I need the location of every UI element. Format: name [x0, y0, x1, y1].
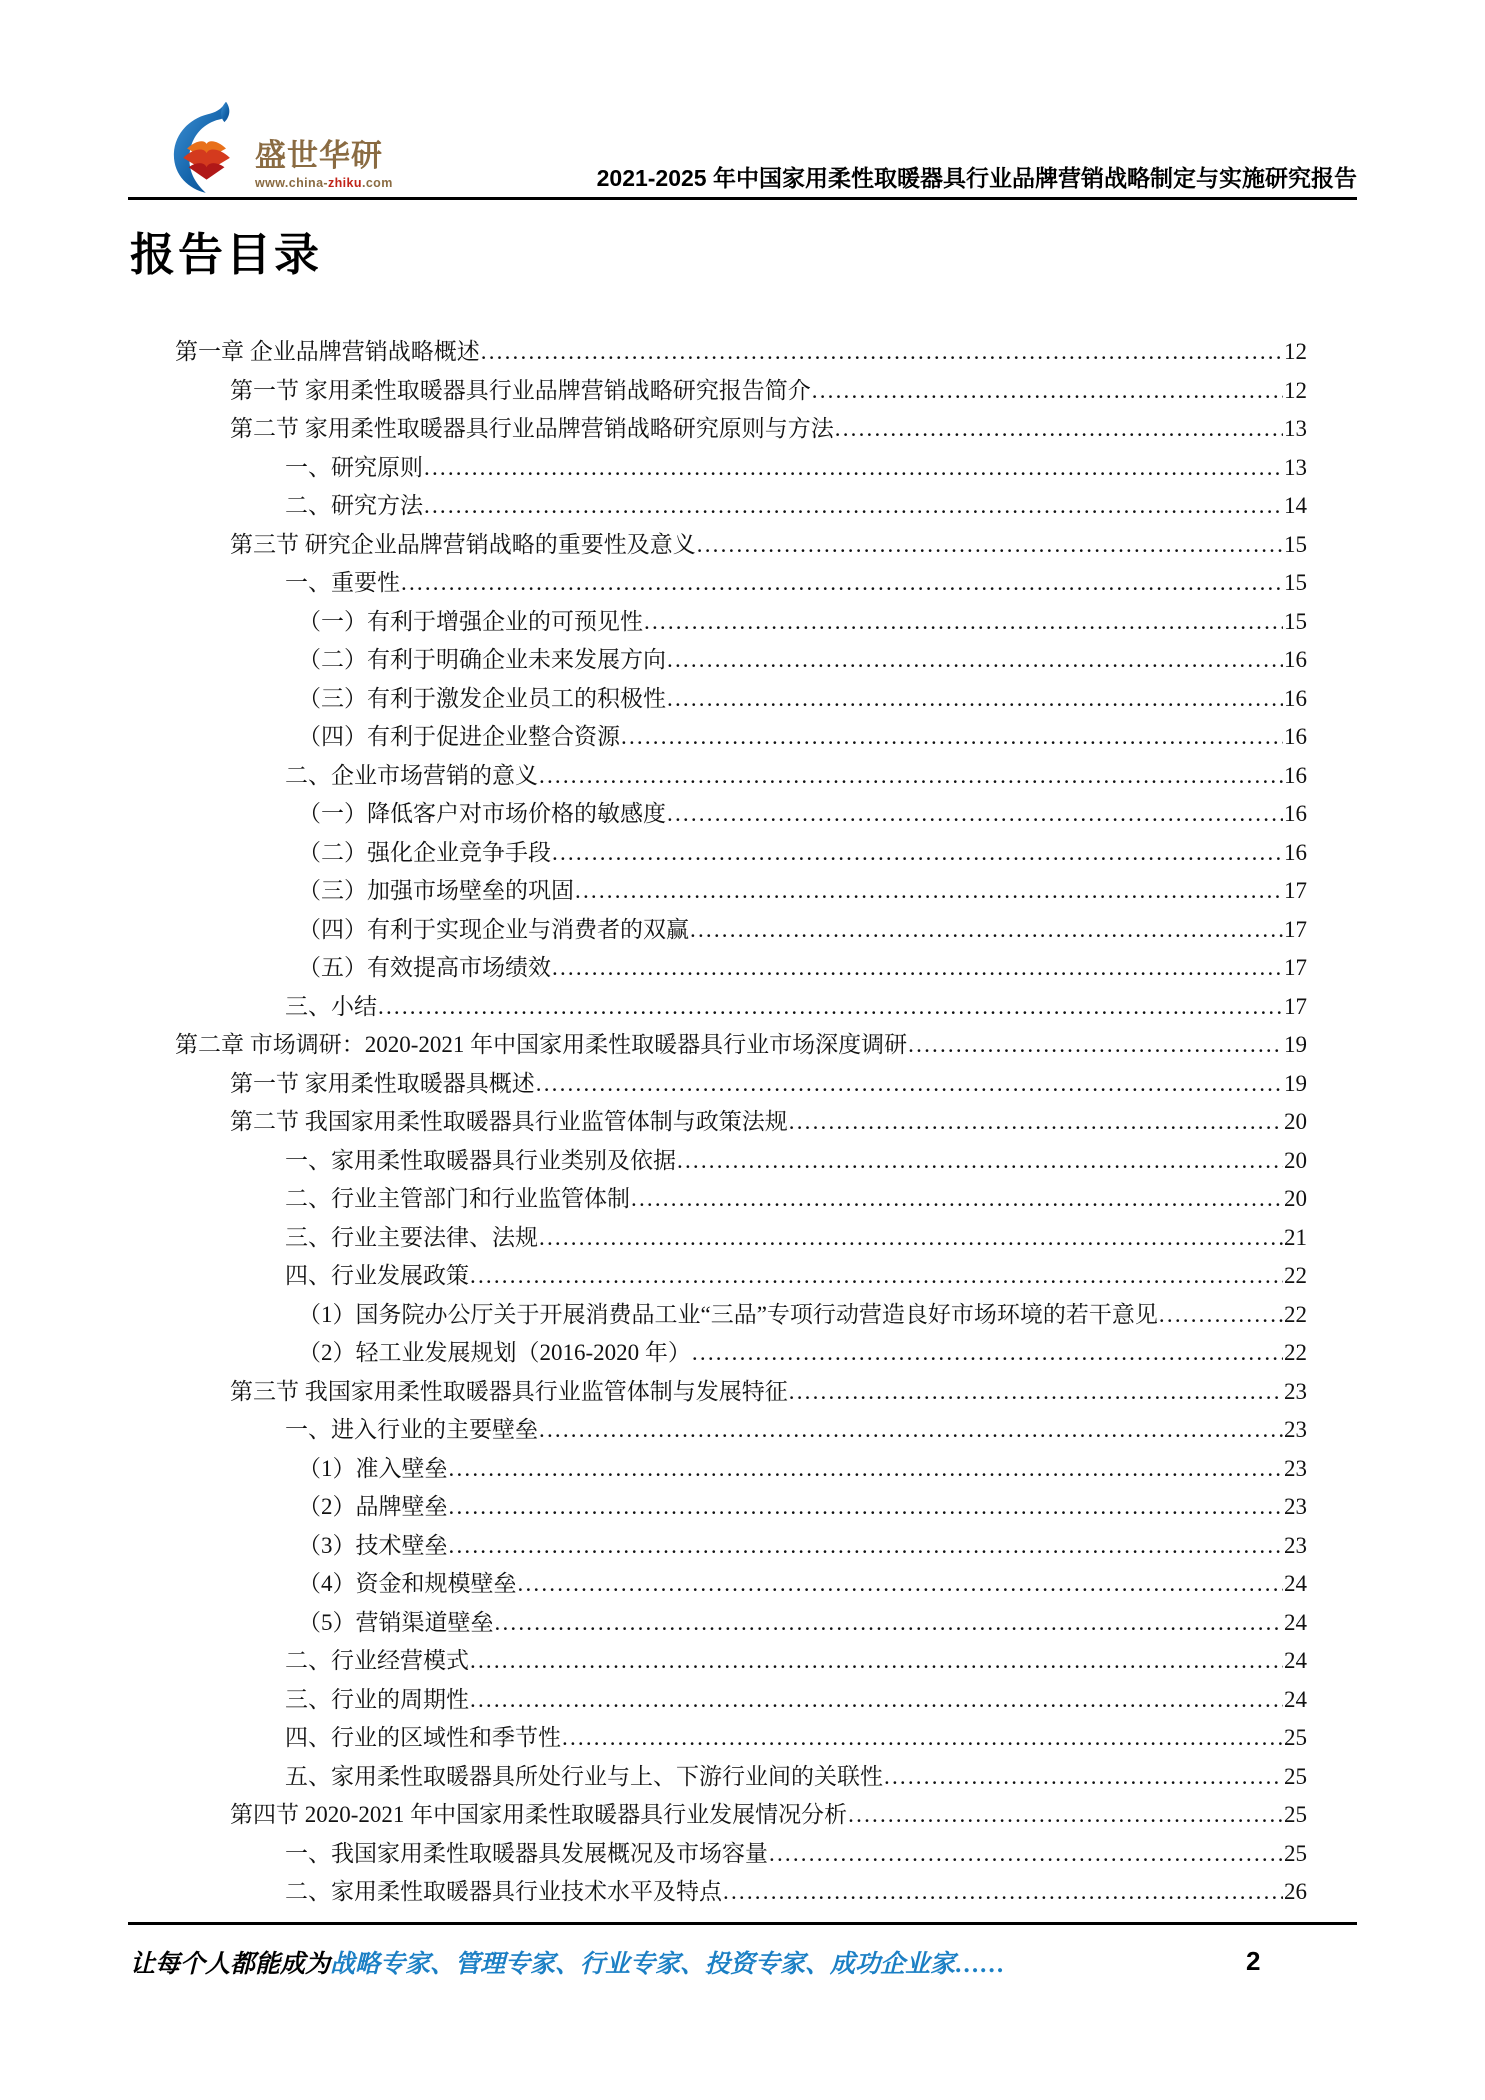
- toc-entry-label: （2）轻工业发展规划（2016-2020 年）: [298, 1340, 691, 1365]
- toc-entry-page-number: 22: [1284, 1340, 1307, 1365]
- toc-entry-label: （三）有利于激发企业员工的积极性: [298, 685, 666, 711]
- toc-entry[interactable]: [128, 1334, 1307, 1373]
- dot-leader: [667, 795, 1283, 834]
- dot-leader: [470, 1257, 1283, 1296]
- toc-entry[interactable]: [128, 1642, 1307, 1681]
- toc-entry[interactable]: [128, 564, 1307, 603]
- toc-entry-page-number: 23: [1284, 1455, 1307, 1481]
- toc-entry[interactable]: [128, 410, 1307, 449]
- toc-entry[interactable]: [128, 1719, 1307, 1758]
- toc-entry-page-number: 19: [1284, 1070, 1307, 1096]
- toc-entry-label: 一、我国家用柔性取暖器具发展概况及市场容量: [285, 1840, 768, 1866]
- toc-entry-label: 三、行业主要法律、法规: [285, 1224, 538, 1250]
- toc-entry-label: （四）有利于促进企业整合资源: [298, 724, 620, 749]
- book-swoosh-icon: [170, 100, 240, 194]
- brand-name: 盛世华研: [255, 138, 383, 174]
- dot-leader: [697, 526, 1283, 565]
- toc-entry-label: （2）品牌壁垒: [298, 1494, 448, 1519]
- dot-leader: [667, 641, 1283, 680]
- dot-leader: [552, 834, 1283, 873]
- toc-entry-label: 二、家用柔性取暖器具行业技术水平及特点: [285, 1879, 722, 1904]
- toc-list: [128, 333, 1307, 1912]
- toc-entry[interactable]: [128, 641, 1307, 680]
- toc-entry-page-number: 16: [1284, 839, 1307, 865]
- dot-leader: [470, 1642, 1283, 1681]
- toc-entry[interactable]: [128, 949, 1307, 988]
- toc-entry[interactable]: [128, 872, 1307, 911]
- dot-leader: [495, 1604, 1284, 1643]
- toc-entry[interactable]: [128, 1219, 1307, 1258]
- toc-entry[interactable]: [128, 1873, 1307, 1912]
- toc-entry-page-number: 17: [1284, 993, 1307, 1019]
- dot-leader: [470, 1681, 1283, 1720]
- toc-entry-label: 四、行业的区域性和季节性: [285, 1725, 561, 1750]
- toc-entry-label: 一、家用柔性取暖器具行业类别及依据: [285, 1147, 676, 1173]
- dot-leader: [621, 718, 1283, 757]
- toc-entry-page-number: 17: [1284, 916, 1307, 942]
- toc-entry[interactable]: [128, 1180, 1307, 1219]
- toc-entry-page-number: 24: [1284, 1571, 1307, 1596]
- toc-entry-page-number: 23: [1284, 1494, 1307, 1519]
- toc-entry-label: （1）国务院办公厅关于开展消费品工业“三品”专项行动营造良好市场环境的若干意见: [298, 1301, 1158, 1327]
- toc-entry-label: 一、重要性: [285, 570, 400, 595]
- toc-entry[interactable]: [128, 1604, 1307, 1643]
- toc-entry-page-number: 23: [1284, 1378, 1307, 1404]
- toc-entry-label: （三）加强市场壁垒的巩固: [298, 878, 574, 903]
- toc-entry-label: 第一节 家用柔性取暖器具行业品牌营销战略研究报告简介: [230, 377, 811, 403]
- toc-entry[interactable]: [128, 1565, 1307, 1604]
- toc-entry[interactable]: [128, 1103, 1307, 1142]
- toc-entry-page-number: 16: [1284, 685, 1307, 711]
- dot-leader: [401, 564, 1283, 603]
- toc-entry[interactable]: [128, 1411, 1307, 1450]
- dot-leader: [835, 410, 1283, 449]
- dot-leader: [644, 603, 1283, 642]
- dot-leader: [575, 872, 1283, 911]
- toc-entry[interactable]: [128, 795, 1307, 834]
- toc-entry-page-number: 24: [1284, 1609, 1307, 1635]
- toc-entry-label: 第二章 市场调研：2020-2021 年中国家用柔性取暖器具行业市场深度调研: [175, 1032, 908, 1057]
- toc-entry[interactable]: [128, 834, 1307, 873]
- toc-entry-page-number: 16: [1284, 801, 1307, 826]
- dot-leader: [812, 372, 1283, 411]
- toc-entry[interactable]: [128, 526, 1307, 565]
- toc-entry-label: 一、进入行业的主要壁垒: [285, 1417, 538, 1442]
- toc-entry-page-number: 15: [1284, 608, 1307, 634]
- toc-entry-label: （二）强化企业竞争手段: [298, 839, 551, 865]
- toc-entry-page-number: 22: [1284, 1263, 1307, 1288]
- toc-entry-page-number: 16: [1284, 647, 1307, 672]
- dot-leader: [690, 911, 1283, 950]
- dot-leader: [552, 949, 1283, 988]
- toc-entry-label: （四）有利于实现企业与消费者的双赢: [298, 916, 689, 942]
- toc-entry[interactable]: [128, 757, 1307, 796]
- toc-entry[interactable]: [128, 1257, 1307, 1296]
- toc-entry-label: 三、行业的周期性: [285, 1686, 469, 1712]
- dot-leader: [481, 333, 1283, 372]
- toc-entry[interactable]: [128, 680, 1307, 719]
- toc-entry-label: （4）资金和规模壁垒: [298, 1571, 517, 1596]
- toc-entry[interactable]: [128, 1142, 1307, 1181]
- toc-entry[interactable]: [128, 1527, 1307, 1566]
- toc-entry-label: （5）营销渠道壁垒: [298, 1609, 494, 1635]
- dot-leader: [789, 1373, 1283, 1412]
- toc-entry-page-number: 17: [1284, 878, 1307, 903]
- toc-entry-label: 第一章 企业品牌营销战略概述: [175, 339, 480, 364]
- toc-entry[interactable]: [128, 1681, 1307, 1720]
- toc-entry-label: 第一节 家用柔性取暖器具概述: [230, 1070, 535, 1096]
- toc-entry[interactable]: [128, 988, 1307, 1027]
- footer-slogan: 让每个人都能成为战略专家、管理专家、行业专家、投资专家、成功企业家……: [130, 1951, 1006, 1978]
- toc-entry-page-number: 22: [1284, 1301, 1307, 1327]
- toc-entry[interactable]: [128, 1296, 1307, 1335]
- dot-leader: [562, 1719, 1283, 1758]
- toc-entry[interactable]: [128, 1758, 1307, 1797]
- toc-entry-page-number: 24: [1284, 1648, 1307, 1673]
- toc-entry-page-number: 12: [1284, 339, 1307, 364]
- toc-entry[interactable]: [128, 718, 1307, 757]
- toc-entry[interactable]: [128, 603, 1307, 642]
- dot-leader: [789, 1103, 1283, 1142]
- toc-entry-page-number: 15: [1284, 570, 1307, 595]
- dot-leader: [449, 1527, 1284, 1566]
- toc-entry-label: 二、研究方法: [285, 493, 423, 518]
- toc-entry-page-number: 25: [1284, 1725, 1307, 1750]
- dot-leader: [723, 1873, 1283, 1912]
- toc-entry-label: （二）有利于明确企业未来发展方向: [298, 647, 666, 672]
- toc-entry-label: （一）有利于增强企业的可预见性: [298, 608, 643, 634]
- toc-entry-page-number: 15: [1284, 531, 1307, 557]
- toc-entry-label: （3）技术壁垒: [298, 1532, 448, 1558]
- toc-entry-page-number: 21: [1284, 1224, 1307, 1250]
- toc-entry[interactable]: [128, 1488, 1307, 1527]
- dot-leader: [848, 1796, 1283, 1835]
- dot-leader: [449, 1488, 1284, 1527]
- toc-entry[interactable]: [128, 372, 1307, 411]
- dot-leader: [631, 1180, 1283, 1219]
- dot-leader: [536, 1065, 1283, 1104]
- dot-leader: [424, 449, 1283, 488]
- toc-entry-label: （五）有效提高市场绩效: [298, 955, 551, 980]
- toc-entry-page-number: 23: [1284, 1532, 1307, 1558]
- dot-leader: [884, 1758, 1283, 1797]
- dot-leader: [539, 757, 1283, 796]
- toc-entry-page-number: 13: [1284, 454, 1307, 480]
- toc-entry-label: 第三节 我国家用柔性取暖器具行业监管体制与发展特征: [230, 1378, 788, 1404]
- toc-entry-label: 四、行业发展政策: [285, 1263, 469, 1288]
- toc-entry-label: 二、行业主管部门和行业监管体制: [285, 1186, 630, 1211]
- toc-entry-label: 三、小结: [285, 993, 377, 1019]
- toc-entry-page-number: 23: [1284, 1417, 1307, 1442]
- toc-entry[interactable]: [128, 1835, 1307, 1874]
- toc-entry-page-number: 25: [1284, 1802, 1307, 1827]
- toc-entry[interactable]: [128, 487, 1307, 526]
- toc-entry-label: 二、企业市场营销的意义: [285, 762, 538, 788]
- toc-entry[interactable]: [128, 1450, 1307, 1489]
- dot-leader: [908, 1026, 1283, 1065]
- toc-entry-page-number: 14: [1284, 493, 1307, 518]
- toc-entry-page-number: 16: [1284, 762, 1307, 788]
- toc-entry[interactable]: [128, 333, 1307, 372]
- dot-leader: [518, 1565, 1284, 1604]
- toc-entry-page-number: 25: [1284, 1840, 1307, 1866]
- dot-leader: [677, 1142, 1283, 1181]
- footer-divider: [128, 1922, 1357, 1925]
- toc-entry[interactable]: [128, 911, 1307, 950]
- dot-leader: [539, 1219, 1283, 1258]
- brand-url: www.china-zhiku.com: [255, 176, 393, 190]
- dot-leader: [539, 1411, 1283, 1450]
- toc-entry-page-number: 12: [1284, 377, 1307, 403]
- toc-entry-label: 第四节 2020-2021 年中国家用柔性取暖器具行业发展情况分析: [230, 1802, 848, 1827]
- toc-entry-label: （1）准入壁垒: [298, 1455, 448, 1481]
- toc-entry-page-number: 20: [1284, 1147, 1307, 1173]
- dot-leader: [692, 1334, 1283, 1373]
- toc-entry-label: 五、家用柔性取暖器具所处行业与上、下游行业间的关联性: [285, 1763, 883, 1789]
- toc-entry-page-number: 20: [1284, 1109, 1307, 1134]
- toc-entry[interactable]: [128, 1026, 1307, 1065]
- brand-logo: [170, 100, 393, 194]
- toc-entry-label: 二、行业经营模式: [285, 1648, 469, 1673]
- header-report-title: 2021-2025 年中国家用柔性取暖器具行业品牌营销战略制定与实施研究报告: [596, 165, 1357, 191]
- toc-entry-page-number: 20: [1284, 1186, 1307, 1211]
- dot-leader: [424, 487, 1283, 526]
- toc-entry[interactable]: [128, 1796, 1307, 1835]
- toc-entry[interactable]: [128, 1065, 1307, 1104]
- dot-leader: [378, 988, 1283, 1027]
- toc-entry-page-number: 25: [1284, 1763, 1307, 1789]
- toc-entry[interactable]: [128, 1373, 1307, 1412]
- toc-entry-page-number: 19: [1284, 1032, 1307, 1057]
- toc-entry-page-number: 26: [1284, 1879, 1307, 1904]
- toc-entry-page-number: 13: [1284, 416, 1307, 441]
- header-divider: [128, 197, 1357, 200]
- footer-page-number: 2: [1246, 1946, 1261, 1976]
- toc-entry-label: （一）降低客户对市场价格的敏感度: [298, 801, 666, 826]
- toc-entry-label: 第二节 我国家用柔性取暖器具行业监管体制与政策法规: [230, 1109, 788, 1134]
- dot-leader: [449, 1450, 1284, 1489]
- toc-entry-label: 第二节 家用柔性取暖器具行业品牌营销战略研究原则与方法: [230, 416, 834, 441]
- page-title: 报告目录: [130, 229, 323, 280]
- toc-entry-page-number: 17: [1284, 955, 1307, 980]
- dot-leader: [769, 1835, 1283, 1874]
- toc-entry-page-number: 16: [1284, 724, 1307, 749]
- toc-entry-label: 第三节 研究企业品牌营销战略的重要性及意义: [230, 531, 696, 557]
- dot-leader: [667, 680, 1283, 719]
- toc-entry[interactable]: [128, 449, 1307, 488]
- toc-entry-label: 一、研究原则: [285, 454, 423, 480]
- toc-entry-page-number: 24: [1284, 1686, 1307, 1712]
- dot-leader: [1159, 1296, 1283, 1335]
